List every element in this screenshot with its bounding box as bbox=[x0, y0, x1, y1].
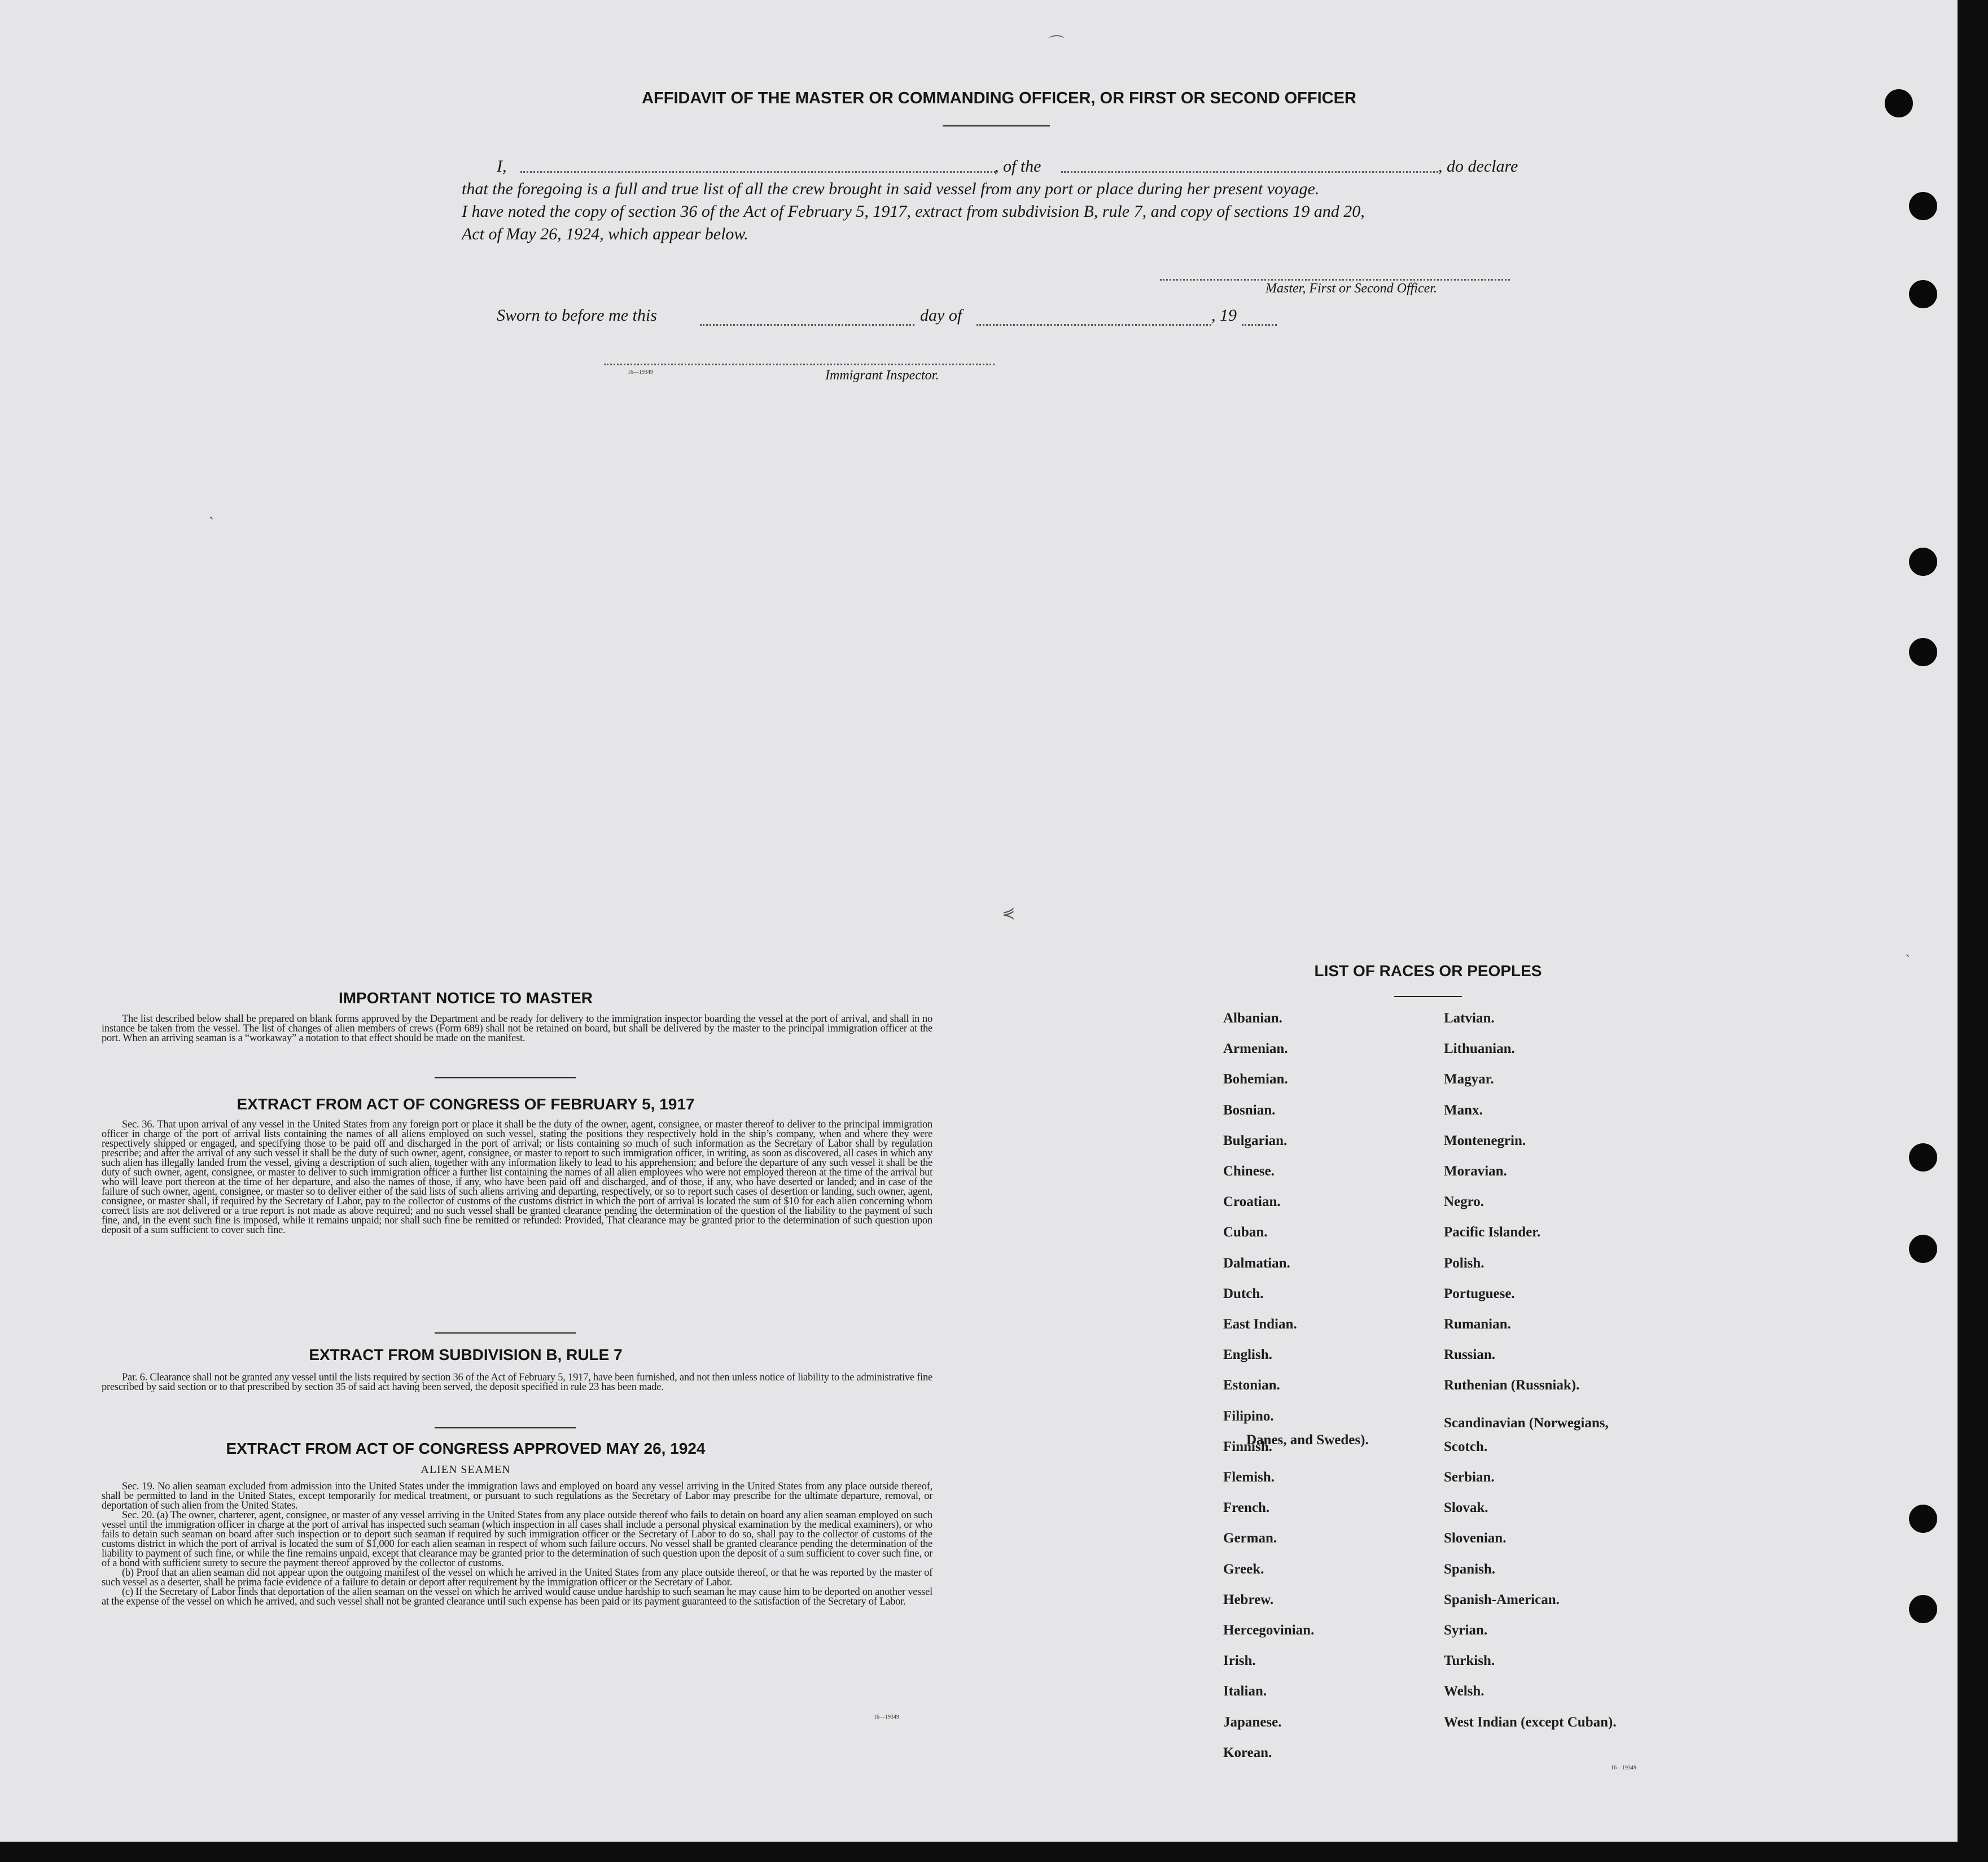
race-item: German. bbox=[1223, 1531, 1277, 1546]
sec-19-paragraph: Sec. 19. No alien seaman excluded from admission into the United States under the immigration laws and employed on board any vessel arriving in the United States from any place outside thereof, shall be permitted to land in the United States, except temporarily for medical treatment, or pursuant to such regulations as the Secretary of Labor may prescribe for the ultimate departure, removal, or deportation of such alien from the United States. bbox=[102, 1481, 932, 1511]
inspector-signature-line[interactable] bbox=[604, 364, 995, 365]
race-item: Manx. bbox=[1444, 1103, 1483, 1118]
race-item: Albanian. bbox=[1223, 1011, 1282, 1026]
races-title-divider bbox=[1394, 996, 1462, 997]
race-item: Slovak. bbox=[1444, 1500, 1488, 1515]
affidavit-line-3: I have noted the copy of section 36 of the Act of February 5, 1917, extract from subdivision B, rule 7, and copy of sections 19 and 20, bbox=[462, 202, 1365, 221]
extract-1924-body bbox=[102, 1482, 932, 1607]
race-item: Moravian. bbox=[1444, 1164, 1507, 1179]
sworn-day-blank[interactable] bbox=[700, 324, 914, 326]
scan-mark: ˎ bbox=[209, 502, 214, 520]
scan-mark: ⌒ bbox=[1049, 35, 1065, 53]
race-item: French. bbox=[1223, 1500, 1270, 1515]
extract-form-code: 16—19349 bbox=[874, 1714, 899, 1720]
punch-hole bbox=[1885, 89, 1913, 117]
race-item: Negro. bbox=[1444, 1194, 1485, 1209]
race-item: Welsh. bbox=[1444, 1684, 1485, 1699]
punch-hole bbox=[1909, 1595, 1937, 1623]
race-item: Montenegrin. bbox=[1444, 1133, 1526, 1148]
race-item: Latvian. bbox=[1444, 1011, 1495, 1026]
race-item: Korean. bbox=[1223, 1745, 1272, 1760]
notice-title: IMPORTANT NOTICE TO MASTER bbox=[338, 989, 593, 1007]
race-item: Serbian. bbox=[1444, 1470, 1495, 1485]
par-6-paragraph: Par. 6. Clearance shall not be granted any vessel until the lists required by section 36 of the Act of February 5, 1917, have been furnished, and not then unless notice of liability to the administrative fine prescribed by said section or to that prescribed by section 35 of said act having been served, the deposit specified in rule 23 has been made. bbox=[102, 1372, 932, 1393]
alien-seamen-subtitle: ALIEN SEAMEN bbox=[421, 1463, 511, 1476]
vessel-name-blank[interactable] bbox=[1061, 171, 1438, 173]
inspector-label: Immigrant Inspector. bbox=[825, 368, 939, 383]
race-item: Turkish. bbox=[1444, 1653, 1495, 1668]
race-item: Polish. bbox=[1444, 1256, 1485, 1271]
affidavit-title: AFFIDAVIT OF THE MASTER OR COMMANDING OFFICER, OR FIRST OR SECOND OFFICER bbox=[642, 89, 1356, 107]
race-item: Hercegovinian. bbox=[1223, 1623, 1315, 1638]
section-divider bbox=[435, 1332, 576, 1334]
affidavit-line-2: that the foregoing is a full and true list of all the crew brought in said vessel from any port or place during her present voyage. bbox=[462, 180, 1320, 198]
race-item: Chinese. bbox=[1223, 1164, 1275, 1179]
extract-rule7-body bbox=[102, 1373, 932, 1392]
race-item: Filipino. bbox=[1223, 1409, 1274, 1424]
race-item: East Indian. bbox=[1223, 1317, 1297, 1332]
extract-1917-title: EXTRACT FROM ACT OF CONGRESS OF FEBRUARY 5, 1917 bbox=[237, 1095, 695, 1113]
race-item: Slovenian. bbox=[1444, 1531, 1507, 1546]
race-item: Portuguese. bbox=[1444, 1286, 1515, 1301]
race-item: Scandinavian (Norwegians, bbox=[1444, 1415, 1609, 1431]
day-of-text: day of bbox=[920, 306, 962, 325]
extract-rule7-title: EXTRACT FROM SUBDIVISION B, RULE 7 bbox=[309, 1346, 623, 1363]
race-item: Greek. bbox=[1223, 1562, 1264, 1577]
race-item: West Indian (except Cuban). bbox=[1444, 1715, 1617, 1730]
race-item: Pacific Islander. bbox=[1444, 1225, 1541, 1240]
race-item: Bulgarian. bbox=[1223, 1133, 1288, 1148]
scan-mark: ˏ bbox=[1905, 940, 1911, 958]
punch-hole bbox=[1909, 638, 1937, 666]
race-item: Japanese. bbox=[1223, 1715, 1282, 1730]
notice-paragraph: The list described below shall be prepared on blank forms approved by the Department and be ready for delivery to the immigration inspector boarding the vessel at the port of arrival, and shall in no instance be taken from the vessel. The list of changes of alien members of crews (Form 689) shall not be retained on board, but shall be delivered by the master to the principal immigration officer at the port. When an arriving seaman is a “workaway” a notation to that effect should be made on the manifest. bbox=[102, 1013, 932, 1044]
punch-hole bbox=[1909, 1143, 1937, 1172]
race-item: Hebrew. bbox=[1223, 1592, 1274, 1607]
race-item: Spanish. bbox=[1444, 1562, 1496, 1577]
race-item: Magyar. bbox=[1444, 1072, 1494, 1087]
race-item: Scotch. bbox=[1444, 1439, 1488, 1454]
race-item: Russian. bbox=[1444, 1347, 1496, 1362]
affidavit-line-4: Act of May 26, 1924, which appear below. bbox=[462, 225, 748, 243]
race-item: Bosnian. bbox=[1223, 1103, 1276, 1118]
race-item: Ruthenian (Russniak). bbox=[1444, 1378, 1580, 1393]
punch-hole bbox=[1909, 192, 1937, 220]
sec-20a-paragraph: Sec. 20. (a) The owner, charterer, agent, consignee, or master of any vessel arriving in the United States from any place outside thereof who fails to detain on board any alien seaman employed on such vessel until the immigration officer in charge at the port of arrival has inspected such seaman (which inspection in all cases shall include a personal physical examination by the medical examiners), or who fails to detain such seaman on board after such inspection or to deport such seaman if required by such immigration officer or the Secretary of Labor to do so, shall pay to the collector of customs of the customs district in which the port of arrival is located the sum of $1,000 for each alien seaman in respect of whom such failure occurs. No vessel shall be granted clearance pending the determination of the liability to payment of such fine, or while the fine remains unpaid, except that clearance may be granted prior to the determination of such question upon the deposit of a sum sufficient to cover such fine, or of a bond with sufficient surety to secure the payment thereof approved by the collector of customs. bbox=[102, 1510, 932, 1569]
race-item: Dutch. bbox=[1223, 1286, 1264, 1301]
punch-hole bbox=[1909, 548, 1937, 576]
sec-20b-paragraph: (b) Proof that an alien seaman did not appear upon the outgoing manifest of the vessel on which he arrived in the United States from any place outside thereof, or that he was reported by the master of such vessel as a deserter, shall be prima facie evidence of a failure to detain or deport after requirement by the immigration officer or the Secretary of Labor. bbox=[102, 1567, 932, 1588]
race-item: Cuban. bbox=[1223, 1225, 1268, 1240]
extract-1917-body bbox=[102, 1120, 932, 1235]
affidavit-form-code: 16—19349 bbox=[628, 369, 653, 375]
race-item: Rumanian. bbox=[1444, 1317, 1511, 1332]
extract-1924-title: EXTRACT FROM ACT OF CONGRESS APPROVED MAY 26, 1924 bbox=[226, 1440, 706, 1457]
notice-body bbox=[102, 1015, 932, 1043]
sworn-year-blank[interactable] bbox=[1242, 324, 1277, 326]
race-item: Dalmatian. bbox=[1223, 1256, 1290, 1271]
race-item: Bohemian. bbox=[1223, 1072, 1288, 1087]
punch-hole bbox=[1909, 280, 1937, 308]
master-name-blank[interactable] bbox=[520, 171, 996, 173]
punch-hole bbox=[1909, 1505, 1937, 1533]
sec-20c-paragraph: (c) If the Secretary of Labor finds that deportation of the alien seaman on the vessel on which he arrived would cause undue hardship to such seaman he may cause him to be deported on another vessel at the expense of the vessel on which he arrived, and such vessel shall not be granted clearance until such expense has been paid or its payment guaranteed to the satisfaction of the Secretary of Labor. bbox=[102, 1586, 932, 1607]
title-divider bbox=[943, 125, 1050, 126]
scan-mark: ⋞ bbox=[1002, 904, 1015, 922]
races-title: LIST OF RACES OR PEOPLES bbox=[1314, 962, 1542, 980]
race-item: Irish. bbox=[1223, 1653, 1256, 1668]
race-item: Flemish. bbox=[1223, 1470, 1275, 1485]
year-prefix: , 19 bbox=[1211, 306, 1237, 325]
race-item: Finnish. bbox=[1223, 1439, 1272, 1454]
race-item: Italian. bbox=[1223, 1684, 1267, 1699]
affidavit-of-the: , of the bbox=[995, 157, 1041, 176]
punch-hole bbox=[1909, 1235, 1937, 1263]
section-divider bbox=[435, 1427, 576, 1428]
master-signature-line[interactable] bbox=[1160, 279, 1510, 281]
affidavit-do-declare: , do declare bbox=[1438, 157, 1518, 176]
race-item: Spanish-American. bbox=[1444, 1592, 1560, 1607]
section-divider bbox=[435, 1077, 576, 1078]
race-item: Lithuanian. bbox=[1444, 1041, 1515, 1056]
affidavit-i: I, bbox=[497, 157, 507, 176]
section-36-paragraph: Sec. 36. That upon arrival of any vessel in the United States from any foreign port or place it shall be the duty of the owner, agent, consignee, or master thereof to deliver to the principal immigration officer in charge of the port of arrival lists containing the names of all aliens employed on such vessel, stating the positions they respectively hold in the ship’s company, when and where they were respectively shipped or engaged, and specifying those to be paid off and discharged in the port of arrival; or lists containing so much of such information as the Secretary of Labor shall by regulation prescribe; and after the arrival of any such vessel it shall be the duty of such owner, agent, consignee, or master to report to such immigration officer, in writing, as soon as discovered, all cases in which any such alien has illegally landed from the vessel, giving a description of such alien, together with any information likely to lead to his apprehension; and before the departure of any such vessel it shall be the duty of such owner, agent, consignee, or master to deliver to such immigration officer a further list containing the names of all alien employees who were not employed thereon at the time of the arrival but who will leave port thereon at the time of her departure, and also the names of those, if any, who have been paid off and discharged, and of those, if any, who have deserted or landed; and in case of the failure of such owner, agent, consignee, or master so to deliver either of the said lists of such aliens arriving and departing, respectively, or so to report such cases of desertion or landing, such owner, agent, consignee, or master shall, if required by the Secretary of Labor, pay to the collector of customs of the customs district in which the port of arrival is located the sum of $10 for each alien concerning whom correct lists are not delivered or a true report is not made as above required; and no such vessel shall be granted clearance pending the determination of the question of the liability to the payment of such fine, and, in the event such fine is imposed, while it remains unpaid; nor shall such fine be remitted or refunded: Provided, That clearance may be granted prior to the determination of such question upon deposit of a sum sufficient to cover such fine. bbox=[102, 1119, 932, 1236]
sworn-before-text: Sworn to before me this bbox=[497, 306, 657, 325]
sworn-month-blank[interactable] bbox=[977, 324, 1211, 326]
race-item: Armenian. bbox=[1223, 1041, 1288, 1056]
race-item: Danes, and Swedes). bbox=[1246, 1432, 1369, 1448]
race-item: Estonian. bbox=[1223, 1378, 1280, 1393]
races-form-code: 16—19349 bbox=[1611, 1765, 1636, 1771]
race-item: English. bbox=[1223, 1347, 1272, 1362]
race-item: Syrian. bbox=[1444, 1623, 1488, 1638]
signature-label: Master, First or Second Officer. bbox=[1266, 281, 1437, 296]
race-item: Croatian. bbox=[1223, 1194, 1281, 1209]
